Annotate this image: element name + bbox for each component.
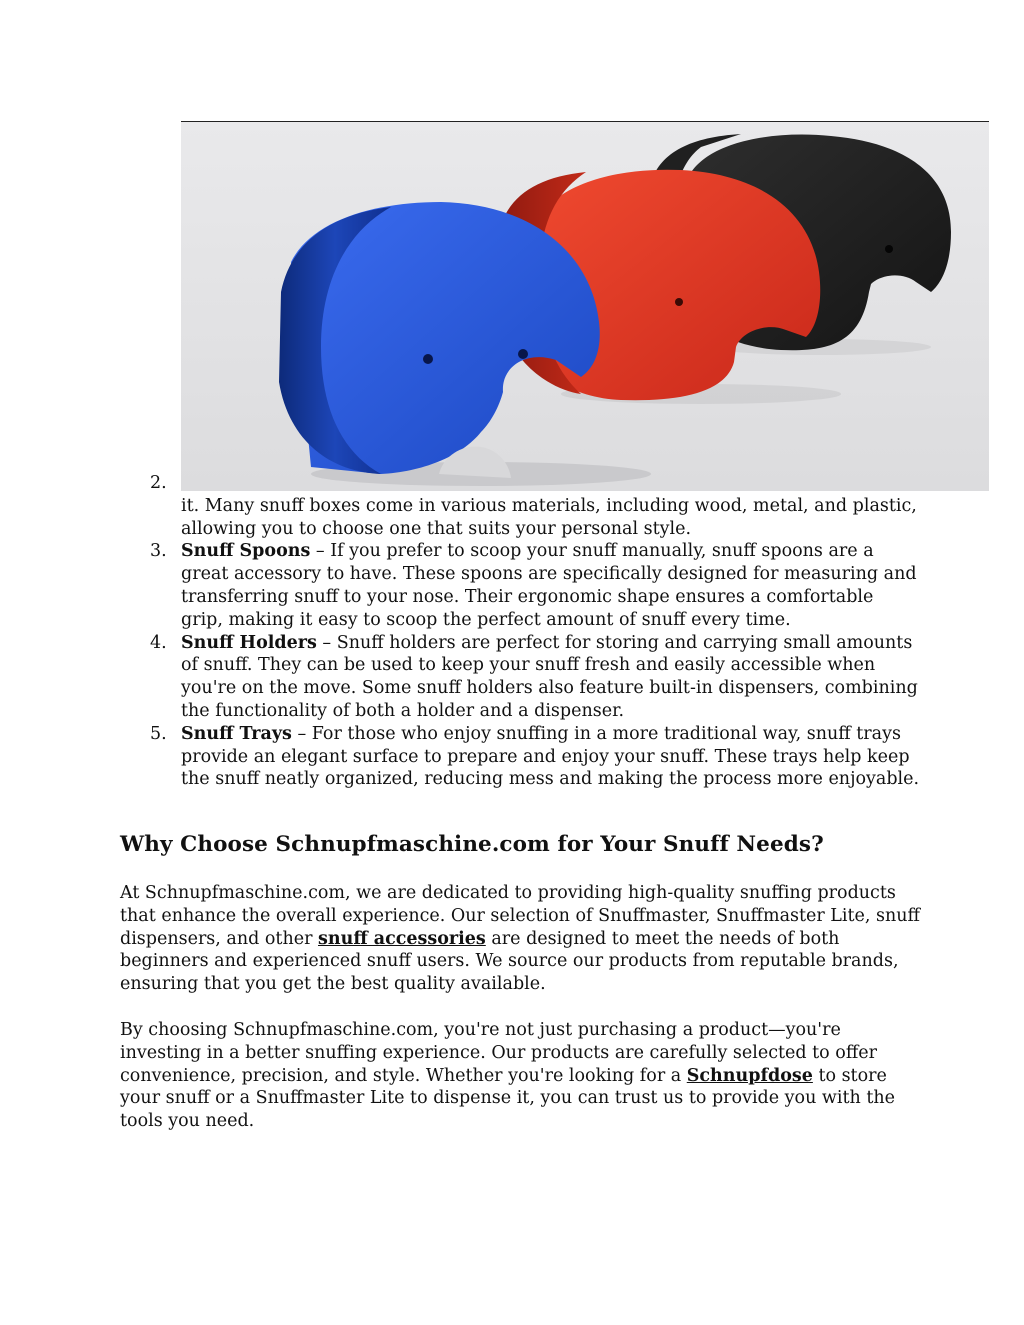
section-heading: Why Choose Schnupfmaschine.com for Your Snuff Needs?: [120, 832, 824, 857]
paragraph-2: [120, 1019, 920, 1133]
paragraph-1: [120, 882, 920, 996]
paragraph-text: are designed to meet the needs of both beginners and experienced snuff users. We source our products from reputable brands, ensuring that you get the best quality available.: [120, 928, 899, 995]
snuff-boxes-illustration: [181, 122, 989, 491]
list-item-text: – For those who enjoy snuffing in a more traditional way, snuff trays provide an elegant surface to prepare and enjoy your snuff. These trays help keep the snuff neatly organized, reducing mess and making the process more enjoyable.: [181, 723, 920, 790]
list-item-title: Snuff Trays: [181, 723, 292, 744]
list-number: 3.: [150, 541, 167, 562]
image-line-spacer: [181, 472, 920, 495]
list-number: 2.: [150, 473, 167, 493]
list-item-title: Snuff Spoons: [181, 541, 311, 562]
list-item-text: it. Many snuff boxes come in various materials, including wood, metal, and plastic, allowing you to choose one that suits your personal style.: [181, 495, 917, 539]
schnupfdose-link[interactable]: Schnupfdose: [686, 1065, 813, 1086]
paragraph-text: At Schnupfmaschine.com, we are dedicated to providing high-quality snuffing products that enhance the overall experience. Our selection of Snuffmaster, Snuffmaster Lite, snuff dispensers, and other: [120, 883, 920, 949]
list-item-3: [120, 540, 920, 631]
list-item-5: [120, 723, 920, 791]
snuff-accessories-link[interactable]: snuff accessories: [318, 928, 486, 949]
list-number: 4.: [150, 632, 167, 653]
list-item-text: – If you prefer to scoop your snuff manually, snuff spoons are a great accessory to have. These spoons are specifically designed for measuring and transferring snuff to your nose. Their ergonomic shape ensures a comfortable grip, making it easy to scoop the perfect amount of snuff every time.: [181, 541, 917, 630]
snuff-boxes-photo: [181, 121, 989, 491]
list-item-2: [120, 472, 920, 540]
accessory-list: [120, 472, 920, 791]
list-item-title: Snuff Holders: [181, 632, 317, 653]
list-number: 5.: [150, 723, 167, 744]
list-item-4: [120, 632, 920, 723]
paragraph-text: By choosing Schnupfmaschine.com, you're not just purchasing a product—you're investing in a better snuffing experience. Our products are carefully selected to offer convenience, precision, and style. Whether you're looking for a: [120, 1020, 877, 1086]
paragraph-text: to store your snuff or a Snuffmaster Lite to dispense it, you can trust us to provide you with the tools you need.: [120, 1065, 896, 1132]
list-item-text: – Snuff holders are perfect for storing and carrying small amounts of snuff. They can be used to keep your snuff fresh and easily accessible when you're on the move. Some snuff holders also feature built-in dispensers, combining the functionality of both a holder and a dispenser.: [181, 632, 918, 721]
